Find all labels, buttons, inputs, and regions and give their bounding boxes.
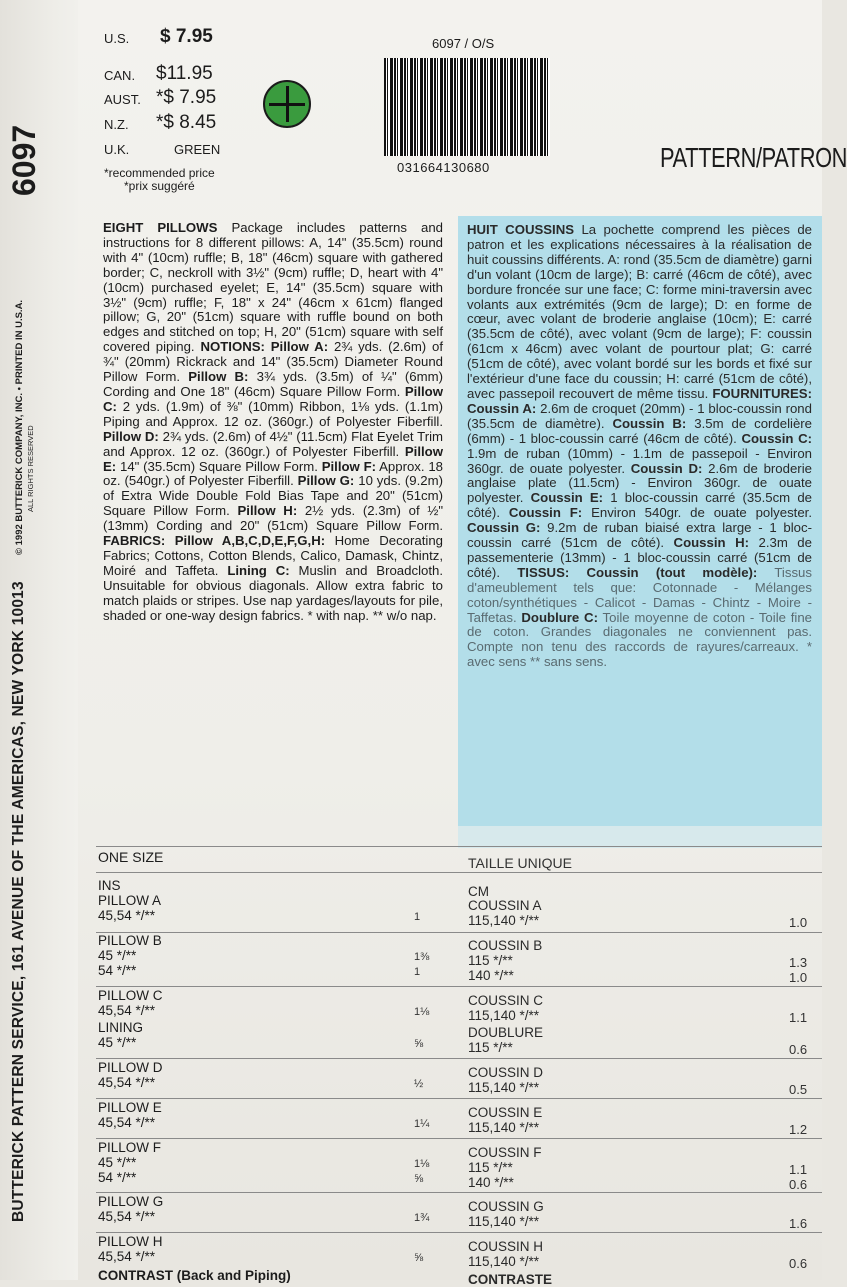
notion-label: Pillow F: bbox=[321, 458, 377, 474]
metrage-fr: 1.1 bbox=[789, 1010, 808, 1025]
metrage-fr: 0.6 bbox=[789, 1177, 808, 1192]
width-en: 45 */** bbox=[98, 1155, 137, 1170]
fourniture-text: 9.2m de ruban biaisé extra large - 1 bloc-coussin carré (51cm de côté). bbox=[467, 520, 812, 551]
tissus-text: Tissus d'ameublement tels que: Cotonnade - Mélanges coton/synthétiques - Calicot - Damas - Chintz - Moire - Taffetas. bbox=[467, 564, 812, 625]
english-description bbox=[103, 221, 443, 623]
row-name-fr: COUSSIN G bbox=[468, 1199, 544, 1214]
width-fr: 115,140 */** bbox=[468, 913, 540, 928]
notion-label: Pillow G: bbox=[297, 473, 355, 489]
price-value: $11.95 bbox=[156, 63, 213, 84]
fabrics-text: Home Decorating Fabrics; Cottons, Cotton Blends, Calico, Damask, Chintz, Moiré and Taffeta. bbox=[103, 533, 443, 578]
pattern-patron-label: PATTERN/PATRON bbox=[660, 142, 847, 173]
fourniture-label: Coussin H: bbox=[673, 535, 749, 551]
unit-fr: CM bbox=[468, 884, 489, 899]
width-en: 45,54 */** bbox=[98, 908, 156, 923]
row-name-en: PILLOW F bbox=[98, 1140, 162, 1155]
width-en: 45 */** bbox=[98, 1035, 137, 1050]
yardage-en: 1⅜ bbox=[414, 951, 430, 963]
fourniture-text: 2.6m de croquet (20mm) - 1 bloc-coussin rond (35.5cm de diamètre). bbox=[467, 400, 812, 431]
metrage-fr: 0.6 bbox=[789, 1042, 808, 1057]
table-row-rule bbox=[96, 1192, 822, 1193]
yardage-en: 1⅛ bbox=[414, 1158, 430, 1170]
width-en: 45,54 */** bbox=[98, 1249, 156, 1264]
notion-text: 3¾ yds. (3.5m) of ¼" (6mm) Cording and One 18" (46cm) Square Pillow Form. bbox=[103, 369, 443, 399]
price-value: *$ 7.95 bbox=[156, 87, 217, 108]
width-en: 54 */** bbox=[98, 963, 137, 978]
yardage-en: 1 bbox=[414, 911, 421, 923]
doublure-label: Doublure C: bbox=[521, 609, 598, 625]
yardage-en: ½ bbox=[414, 1078, 424, 1090]
fourniture-label: Coussin B: bbox=[612, 415, 687, 431]
notion-text: 2 yds. (1.9m) of ⅜" (10mm) Ribbon, 1⅛ yds. (1.1m) Piping and Approx. 12 oz. (360gr.) of Polyester Fiberfill. bbox=[103, 398, 443, 429]
row-name-fr: COUSSIN E bbox=[468, 1105, 543, 1120]
notion-text: 2¾ yds. (2.6m) of ¾" (20mm) Rickrack and 14" (35.5cm) Diameter Round Pillow Form. bbox=[103, 339, 444, 385]
row-name-en: PILLOW H bbox=[98, 1234, 163, 1249]
price-value: GREEN bbox=[174, 142, 221, 157]
barcode-number: 031664130680 bbox=[397, 160, 490, 175]
price-value: *$ 8.45 bbox=[156, 112, 217, 133]
width-fr: 115 */** bbox=[468, 1160, 513, 1175]
width-fr: 115,140 */** bbox=[468, 1254, 540, 1269]
row-name-en: PILLOW A bbox=[98, 893, 162, 908]
recommended-price-note: *recommended price bbox=[104, 166, 215, 180]
yardage-en: ⅝ bbox=[414, 1038, 424, 1050]
lining-label: Lining C: bbox=[227, 562, 290, 578]
metrage-fr: 1.2 bbox=[789, 1122, 808, 1137]
french-intro: La pochette comprend les pièces de patron et les explications nécessaires à la réalisation de huit coussins différents. A: rond (35.5cm de diamètre) garni d'un volant (10cm de large); B: carré (46cm de côté), avec bordure froncée sur une face; C: forme mini-traversin avec volants aux extrémités (9cm de large); D: en forme de cœur, avec volant de broderie anglaise (10cm); E: carré (35.5cm de côté), avec volant (9cm de large); F: coussin (61cm x 46cm) avec volant de pourtour plat; G: carré (51cm de côté), avec volant bordé sur les bords et fixé sur l'extérieur d'une face du coussin; H: carré (51cm de côté), avec passepoil recouvert de même tissu. bbox=[467, 222, 813, 401]
row-name-en: LINING bbox=[98, 1020, 144, 1035]
width-fr: 115 */** bbox=[468, 1040, 513, 1055]
yardage-en: 1⅛ bbox=[414, 1006, 430, 1018]
table-header-rule bbox=[96, 872, 822, 873]
notion-text: 10 yds. (9.2m) of Extra Wide Double Fold Bias Tape and 20" (51cm) Square Pillow Form. bbox=[103, 473, 443, 519]
fourniture-label: Coussin A: bbox=[467, 400, 537, 416]
fourniture-label: Coussin E: bbox=[530, 490, 604, 506]
yardage-en: ⅝ bbox=[414, 1252, 424, 1264]
width-en: 54 */** bbox=[98, 1170, 137, 1185]
spine-rights: ALL RIGHTS RESERVED bbox=[26, 425, 35, 512]
pattern-code: 6097 / O/S bbox=[432, 36, 495, 51]
english-intro: Package includes patterns and instructions for 8 different pillows: A, 14" (35.5cm) round with 4" (10cm) ruffle; B, 18" (46cm) square with gathered border; C, neckroll with 3½" (9cm) ruffle; D, heart with 4" (10cm) purchased eyelet; E, 14" (35.5cm) square with 3½" (9cm) ruffle; F, 18" x 24" (46cm x 61cm) flanged pillow; G, 20" (51cm) square with ruffle bound on both edges and stitched on top; H, 20" (51cm) square with self covered piping. bbox=[103, 220, 443, 355]
metrage-fr: 0.6 bbox=[789, 1256, 808, 1271]
fourniture-text: 1.9m de ruban (10mm) - 1.1m de passepoil - Environ 360gr. de ouate polyester. bbox=[467, 445, 812, 476]
french-panel-fade bbox=[458, 826, 822, 848]
doublure-text: Toile moyenne de coton - Toile fine de coton. Grandes diagonales ne conviennent pas. Compte non tenu des raccords de rayures/carreaux. * avec sens ** sans sens. bbox=[467, 609, 812, 670]
notion-text: Approx. 18 oz. (540gr.) of Polyester Fiberfill. bbox=[103, 458, 444, 489]
spine-pattern-number: 6097 bbox=[6, 124, 42, 196]
contrast-en: CONTRAST (Back and Piping) bbox=[98, 1268, 291, 1283]
metrage-fr: 1.1 bbox=[789, 1162, 808, 1177]
fourniture-label: Coussin G: bbox=[467, 520, 541, 536]
table-row-rule bbox=[96, 1232, 822, 1233]
notions-label: NOTIONS: bbox=[200, 339, 265, 355]
yardage-en: 1¾ bbox=[414, 1212, 430, 1224]
row-name-fr: COUSSIN B bbox=[468, 938, 543, 953]
notion-label: Pillow C: bbox=[103, 383, 443, 414]
price-value: $ 7.95 bbox=[160, 26, 213, 47]
row-name-fr: COUSSIN D bbox=[468, 1065, 544, 1080]
fourniture-text: 2.6m de broderie anglaise plate (11.5cm) - Environ 360gr. de ouate polyester. bbox=[467, 460, 812, 506]
price-label: AUST. bbox=[104, 92, 141, 107]
notion-label: Pillow H: bbox=[237, 503, 298, 519]
english-title: EIGHT PILLOWS bbox=[103, 220, 218, 235]
french-title: HUIT COUSSINS bbox=[467, 222, 575, 237]
green-crosshair-icon bbox=[263, 80, 311, 128]
table-row-rule bbox=[96, 1138, 822, 1139]
width-en: 45,54 */** bbox=[98, 1075, 156, 1090]
barcode-icon bbox=[384, 58, 550, 156]
row-name-fr: DOUBLURE bbox=[468, 1025, 544, 1040]
price-label: CAN. bbox=[104, 68, 136, 83]
price-label: U.S. bbox=[104, 31, 130, 46]
spine-address: BUTTERICK PATTERN SERVICE, 161 AVENUE OF THE AMERICAS, NEW YORK 10013 bbox=[10, 581, 27, 1222]
table-row-rule bbox=[96, 986, 822, 987]
french-description bbox=[467, 223, 812, 670]
notion-label: Pillow A: bbox=[270, 339, 329, 355]
table-row-rule bbox=[96, 932, 822, 933]
width-en: 45 */** bbox=[98, 948, 137, 963]
row-name-en: PILLOW D bbox=[98, 1060, 163, 1075]
fabrics-label: FABRICS: Pillow A,B,C,D,E,F,G,H: bbox=[103, 533, 326, 549]
table-row-rule bbox=[96, 1058, 822, 1059]
width-fr: 140 */** bbox=[468, 1175, 514, 1190]
row-name-en: PILLOW C bbox=[98, 988, 163, 1003]
fourniture-text: Environ 540gr. de ouate polyester. bbox=[591, 505, 813, 521]
spine-copyright: © 1992 BUTTERICK COMPANY, INC. • PRINTED IN U.S.A. bbox=[14, 299, 25, 555]
width-fr: 115 */** bbox=[468, 953, 513, 968]
row-name-fr: COUSSIN C bbox=[468, 993, 544, 1008]
row-name-en: PILLOW B bbox=[98, 933, 162, 948]
lining-text: Muslin and Broadcloth. Unsuitable for obvious diagonals. Allow extra fabric to match plaids or stripes. Use nap yardages/layouts for pile, shaded or one-way design fabrics. * with nap. ** w/o nap. bbox=[103, 562, 443, 623]
metrage-fr: 1.3 bbox=[789, 955, 808, 970]
yardage-en: ⅝ bbox=[414, 1173, 424, 1185]
notion-label: Pillow B: bbox=[188, 369, 249, 385]
width-en: 45,54 */** bbox=[98, 1115, 156, 1130]
fourniture-text: 3.5m de cordelière (6mm) - 1 bloc-coussin carré (46cm de côté). bbox=[467, 415, 813, 446]
row-name-en: PILLOW G bbox=[98, 1194, 164, 1209]
fournitures-label: FOURNITURES: bbox=[712, 385, 812, 401]
table-header-fr: TAILLE UNIQUE bbox=[468, 855, 572, 871]
notion-text: 14" (35.5cm) Square Pillow Form. bbox=[119, 458, 318, 474]
tissus-label: TISSUS: Coussin (tout modèle): bbox=[517, 564, 758, 580]
fourniture-label: Coussin F: bbox=[508, 505, 583, 521]
unit-en: INS bbox=[98, 878, 121, 893]
row-name-en: PILLOW E bbox=[98, 1100, 162, 1115]
price-label: U.K. bbox=[104, 142, 130, 157]
row-name-fr: COUSSIN F bbox=[468, 1145, 542, 1160]
fourniture-text: 2.3m de passementerie (13mm) - 1 bloc-coussin carré (51cm de côté). bbox=[467, 535, 812, 580]
yardage-en: 1 bbox=[414, 966, 421, 978]
row-name-fr: COUSSIN H bbox=[468, 1239, 544, 1254]
width-fr: 115,140 */** bbox=[468, 1080, 540, 1095]
width-en: 45,54 */** bbox=[98, 1209, 156, 1224]
metrage-fr: 1.0 bbox=[789, 970, 808, 985]
notion-text: 2¾ yds. (2.6m) of 4½" (11.5cm) Flat Eyelet Trim and Approx. 12 oz. (360gr.) of Polyester Fiberfill. bbox=[103, 428, 444, 459]
table-row-rule bbox=[96, 1098, 822, 1099]
width-fr: 115,140 */** bbox=[468, 1120, 540, 1135]
price-label: N.Z. bbox=[104, 117, 129, 132]
metrage-fr: 0.5 bbox=[789, 1082, 808, 1097]
yardage-en: 1¼ bbox=[414, 1118, 430, 1130]
fourniture-label: Coussin D: bbox=[630, 460, 703, 476]
table-top-rule bbox=[96, 846, 822, 847]
width-en: 45,54 */** bbox=[98, 1003, 156, 1018]
row-name-fr: COUSSIN A bbox=[468, 898, 542, 913]
prix-suggere-note: *prix suggéré bbox=[124, 179, 195, 193]
width-fr: 115,140 */** bbox=[468, 1214, 540, 1229]
notion-label: Pillow E: bbox=[103, 443, 443, 474]
fourniture-text: 1 bloc-coussin carré (35.5cm de côté). bbox=[467, 490, 813, 521]
fourniture-label: Coussin C: bbox=[741, 430, 812, 446]
width-fr: 115,140 */** bbox=[468, 1008, 540, 1023]
contrast-fr: CONTRASTE bbox=[468, 1272, 552, 1287]
metrage-fr: 1.6 bbox=[789, 1216, 808, 1231]
width-fr: 140 */** bbox=[468, 968, 514, 983]
metrage-fr: 1.0 bbox=[789, 915, 808, 930]
notion-text: 2½ yds. (2.3m) of ½" (13mm) Cording and 20" (51cm) Square Pillow Form. bbox=[103, 503, 443, 534]
table-header-en: ONE SIZE bbox=[98, 849, 164, 865]
notion-label: Pillow D: bbox=[103, 428, 159, 444]
